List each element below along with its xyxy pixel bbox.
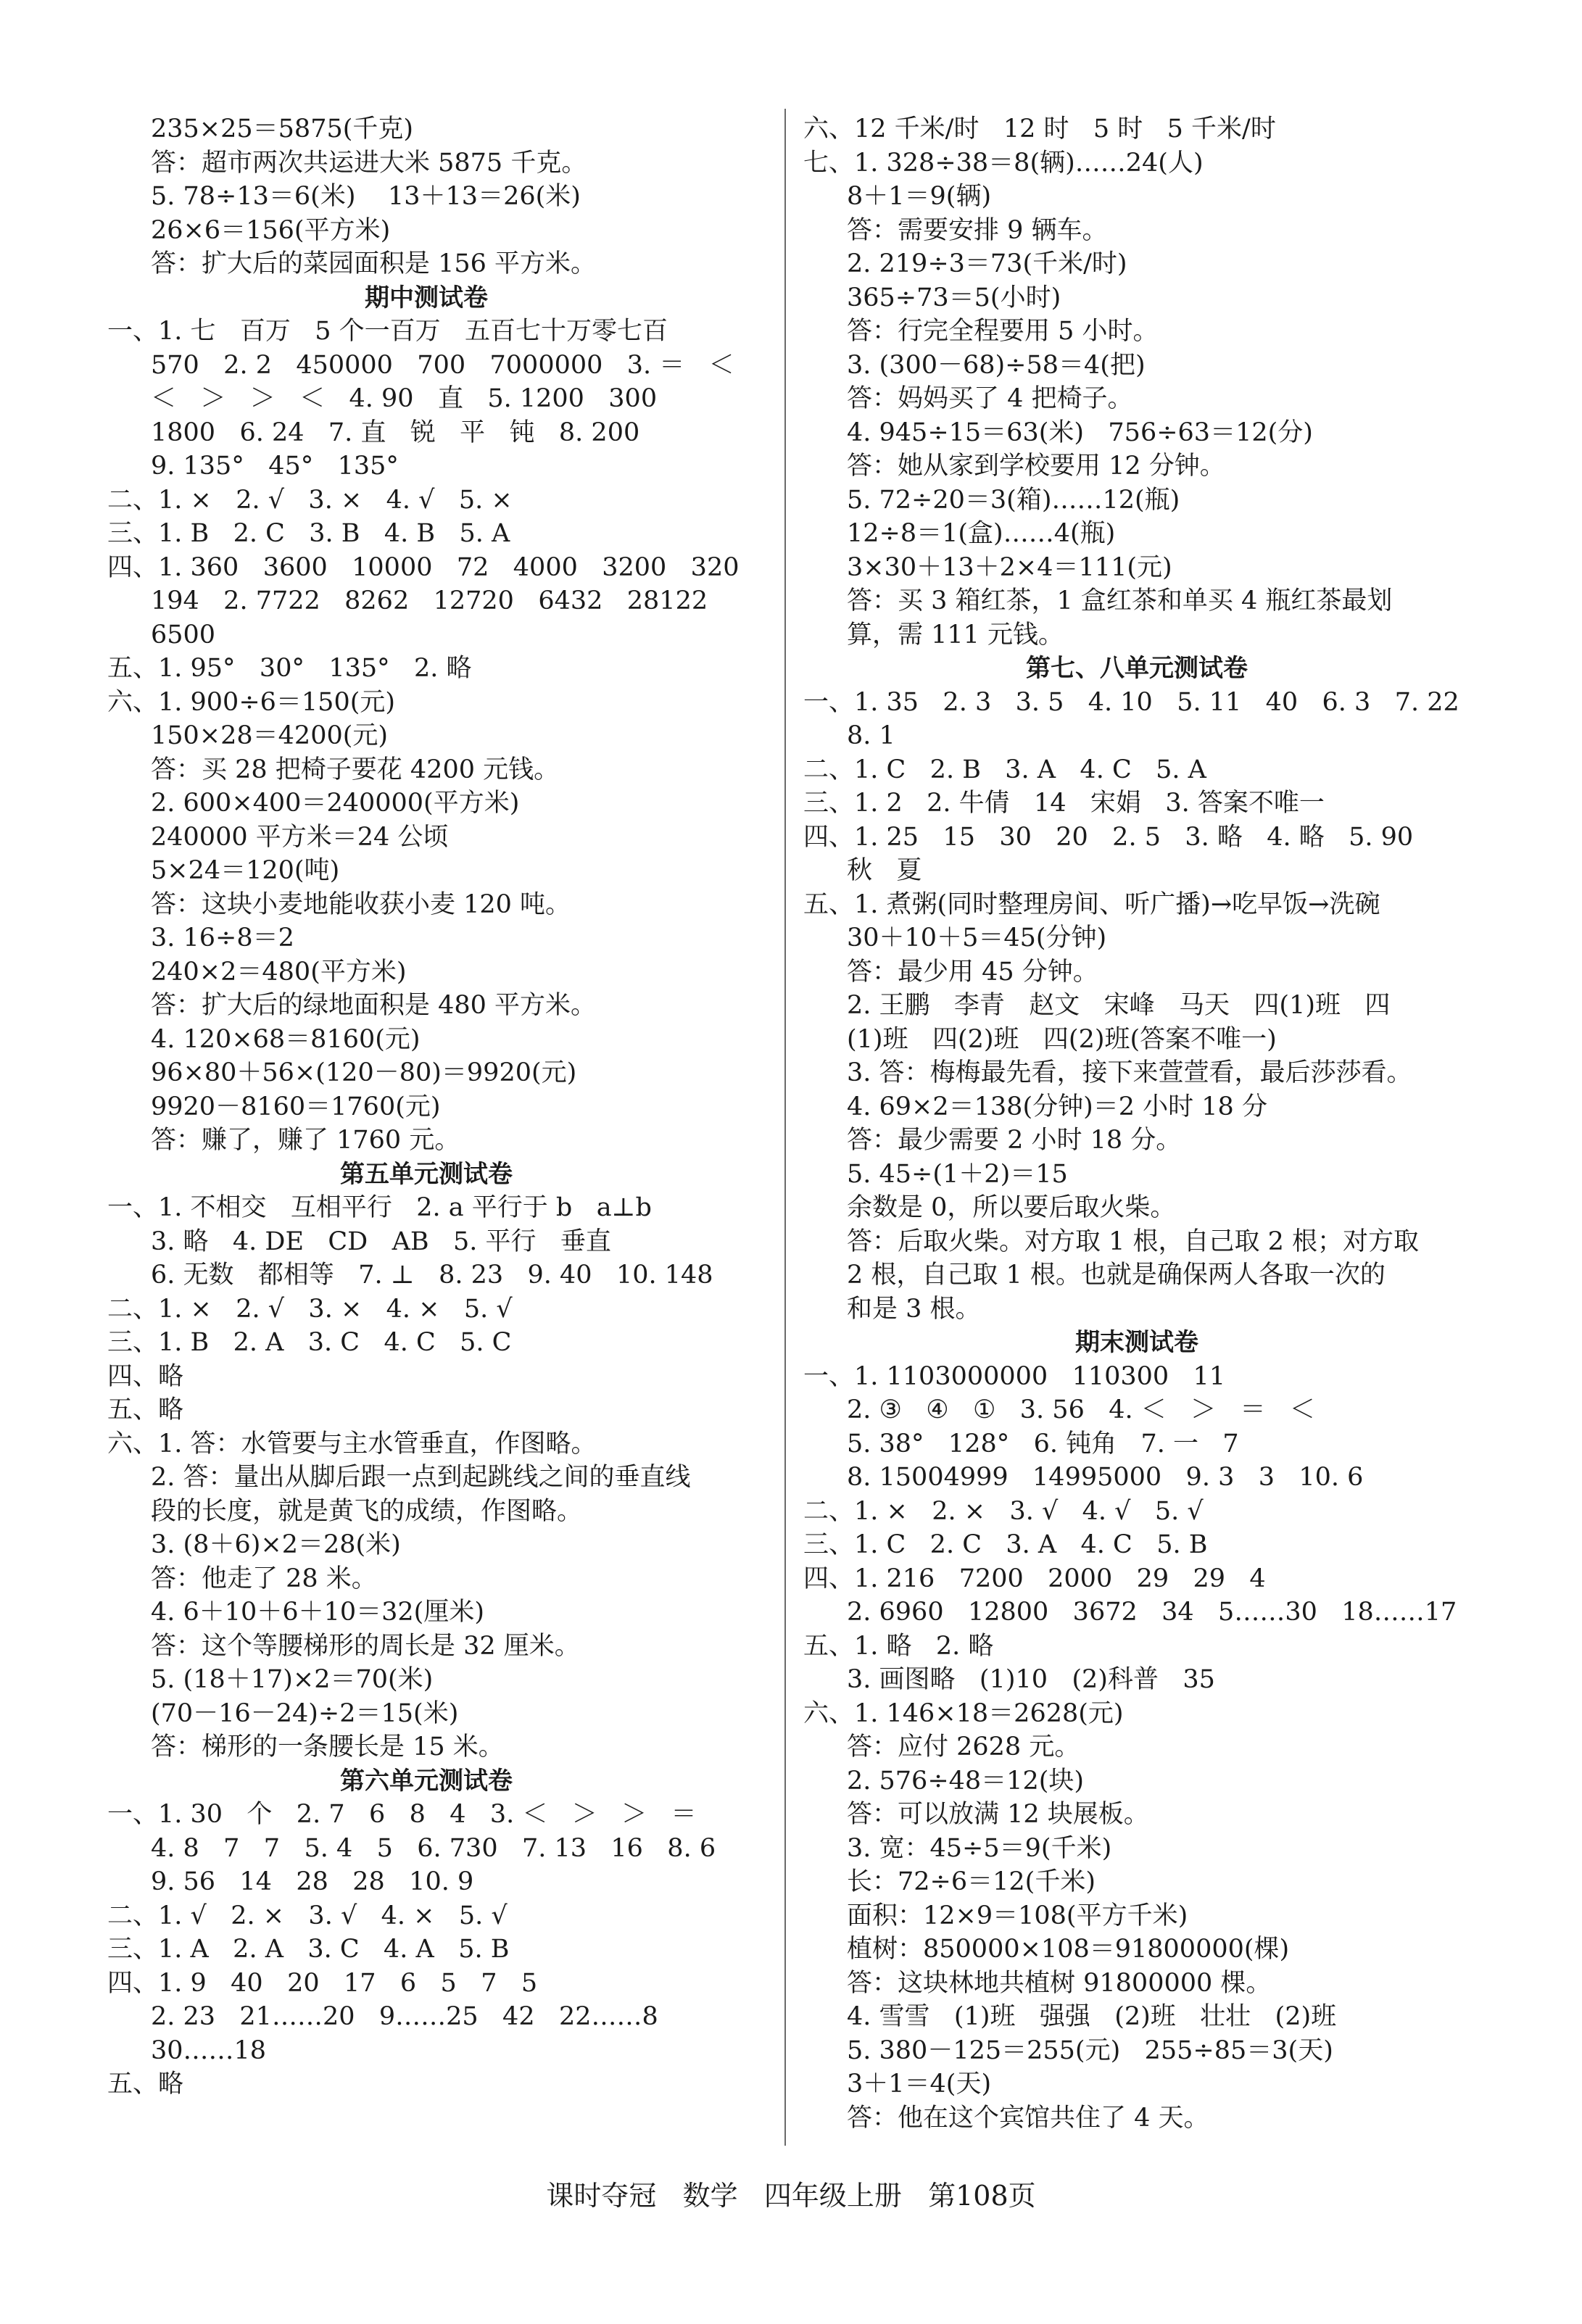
answer-line: 2. 219÷3＝73(千米/时): [847, 249, 1127, 278]
answer-line: 五、略: [107, 2070, 184, 2099]
answer-line: 六、1. 900÷6＝150(元): [107, 687, 396, 717]
answer-line: 3. 略 4. DE CD AB 5. 平行 垂直: [151, 1227, 611, 1256]
answer-line: 答：后取火柴。对方取 1 根，自己取 2 根；对方取: [847, 1227, 1420, 1256]
answer-line: 4. 雪雪 (1)班 强强 (2)班 壮壮 (2)班: [847, 2002, 1337, 2031]
answer-line: 答：应付 2628 元。: [847, 1732, 1080, 1761]
answer-line: 五、略: [107, 1395, 184, 1424]
answer-line: 3＋1＝4(天): [847, 2070, 992, 2099]
answer-line: 答：需要安排 9 辆车。: [847, 215, 1108, 245]
answer-line: 3. 答：梅梅最先看，接下来萱萱看，最后莎莎看。: [847, 1058, 1412, 1087]
answer-line: 570 2. 2 450000 700 7000000 3. ＝ ＜: [151, 350, 734, 380]
answer-line: 194 2. 7722 8262 12720 6432 28122: [151, 586, 708, 615]
answer-line: 二、1. C 2. B 3. A 4. C 5. A: [803, 755, 1206, 784]
answer-line: 和是 3 根。: [847, 1294, 981, 1324]
answer-line: 答：买 3 箱红茶，1 盒红茶和单买 4 瓶红茶最划: [847, 586, 1393, 615]
answer-line: 四、1. 216 7200 2000 29 29 4: [803, 1564, 1266, 1593]
answer-line: 9. 56 14 28 28 10. 9: [151, 1867, 474, 1896]
answer-line: 植树：850000×108＝91800000(棵): [847, 1935, 1290, 1964]
page-footer: 课时夺冠 数学 四年级上册 第108页: [546, 2180, 1036, 2212]
answer-line: (1)班 四(2)班 四(2)班(答案不唯一): [847, 1024, 1277, 1054]
answer-line: 长：72÷6＝12(千米): [847, 1867, 1096, 1896]
answer-line: 答：梯形的一条腰长是 15 米。: [151, 1732, 504, 1761]
answer-line: 3. 画图略 (1)10 (2)科普 35: [847, 1665, 1215, 1694]
section-heading: 第六单元测试卷: [340, 1766, 513, 1796]
answer-line: 4. 120×68＝8160(元): [151, 1024, 421, 1054]
answer-line: 答：这块小麦地能收获小麦 120 吨。: [151, 889, 571, 919]
section-heading: 期末测试卷: [1075, 1328, 1198, 1357]
answer-line: 答：可以放满 12 块展板。: [847, 1800, 1149, 1829]
answer-line: 5×24＝120(吨): [151, 856, 340, 885]
answer-line: 答：她从家到学校要用 12 分钟。: [847, 452, 1225, 481]
answer-line: 四、1. 360 3600 10000 72 4000 3200 320: [107, 552, 740, 582]
answer-line: 六、1. 答：水管要与主水管垂直，作图略。: [107, 1429, 597, 1458]
answer-line: 二、1. × 2. √ 3. × 4. × 5. √: [107, 1294, 513, 1324]
answer-line: 240000 平方米＝24 公顷: [151, 822, 449, 852]
answer-line: 3. 宽：45÷5＝9(千米): [847, 1833, 1112, 1863]
answer-line: 240×2＝480(平方米): [151, 957, 407, 987]
answer-line: 答：行完全程要用 5 小时。: [847, 317, 1159, 346]
answer-line: 26×6＝156(平方米): [151, 215, 391, 245]
answer-line: 2 根，自己取 1 根。也就是确保两人各取一次的: [847, 1261, 1386, 1290]
left-column: [107, 112, 745, 2101]
answer-line: 4. 8 7 7 5. 4 5 6. 730 7. 13 16 8. 6: [151, 1833, 716, 1863]
answer-line: 2. 600×400＝240000(平方米): [151, 789, 520, 818]
answer-line: 答：赚了，赚了 1760 元。: [151, 1126, 460, 1155]
answer-line: 四、略: [107, 1361, 184, 1391]
answer-line: 一、1. 1103000000 110300 11: [803, 1361, 1226, 1391]
answer-line: 答：买 28 把椅子要花 4200 元钱。: [151, 755, 560, 784]
answer-line: 三、1. A 2. A 3. C 4. A 5. B: [107, 1935, 510, 1964]
answer-line: 30＋10＋5＝45(分钟): [847, 924, 1107, 953]
answer-line: 二、1. √ 2. × 3. √ 4. × 5. √: [107, 1901, 508, 1930]
answer-line: 4. 69×2＝138(分钟)＝2 小时 18 分: [847, 1092, 1267, 1121]
answer-line: 2. 6960 12800 3672 34 5……30 18……17: [847, 1598, 1457, 1627]
answer-line: 3. (300－68)÷58＝4(把): [847, 350, 1146, 380]
answer-line: 答：扩大后的菜园面积是 156 平方米。: [151, 249, 597, 278]
answer-line: 秋 夏: [847, 856, 922, 885]
answer-line: 答：最少需要 2 小时 18 分。: [847, 1126, 1182, 1155]
answer-line: 235×25＝5875(千克): [151, 115, 414, 144]
answer-line: 2. 23 21……20 9……25 42 22……8: [151, 2002, 658, 2031]
answer-line: 5. 78÷13＝6(米) 13＋13＝26(米): [151, 182, 581, 211]
answer-line: 一、1. 七 百万 5 个一百万 五百七十万零七百: [107, 317, 668, 346]
answer-line: 答：妈妈买了 4 把椅子。: [847, 384, 1133, 413]
answer-line: 六、1. 146×18＝2628(元): [803, 1698, 1124, 1728]
answer-line: 答：这个等腰梯形的周长是 32 厘米。: [151, 1631, 580, 1661]
answer-line: 三、1. C 2. C 3. A 4. C 5. B: [803, 1530, 1208, 1559]
answer-line: 面积：12×9＝108(平方千米): [847, 1901, 1188, 1930]
answer-line: 余数是 0，所以要后取火柴。: [847, 1193, 1176, 1222]
answer-line: 3. 16÷8＝2: [151, 924, 294, 953]
answer-line: 1800 6. 24 7. 直 锐 平 钝 8. 200: [151, 418, 640, 447]
answer-line: 2. 王鹏 李青 赵文 宋峰 马天 四(1)班 四: [847, 991, 1391, 1020]
answer-line: 6. 无数 都相等 7. ⊥ 8. 23 9. 40 10. 148: [151, 1261, 713, 1290]
answer-line: 五、1. 95° 30° 135° 2. 略: [107, 654, 472, 683]
answer-line: 三、1. B 2. C 3. B 4. B 5. A: [107, 519, 510, 548]
answer-line: 五、1. 略 2. 略: [803, 1631, 994, 1661]
answer-line: 算，需 111 元钱。: [847, 620, 1064, 650]
answer-line: 5. 72÷20＝3(箱)……12(瓶): [847, 485, 1180, 515]
answer-line: 四、1. 25 15 30 20 2. 5 3. 略 4. 略 5. 90: [803, 822, 1414, 852]
answer-line: ＜ ＞ ＞ ＜ 4. 90 直 5. 1200 300: [151, 384, 658, 413]
section-heading: 第七、八单元测试卷: [1026, 654, 1248, 683]
answer-line: 96×80＋56×(120－80)＝9920(元): [151, 1058, 577, 1087]
answer-line: 一、1. 不相交 互相平行 2. a 平行于 b a⊥b: [107, 1193, 652, 1222]
answer-line: 三、1. B 2. A 3. C 4. C 5. C: [107, 1328, 512, 1357]
answer-line: 30……18: [151, 2035, 267, 2065]
answer-line: 365÷73＝5(小时): [847, 283, 1061, 312]
answer-line: 3×30＋13＋2×4＝111(元): [847, 552, 1172, 582]
answer-line: 5. (18＋17)×2＝70(米): [151, 1665, 434, 1694]
answer-line: 六、12 千米/时 12 时 5 时 5 千米/时: [803, 115, 1276, 144]
answer-line: 答：这块林地共植树 91800000 棵。: [847, 1968, 1272, 1998]
answer-line: 一、1. 35 2. 3 3. 5 4. 10 5. 11 40 6. 3 7. 22: [803, 687, 1459, 717]
answer-line: 12÷8＝1(盒)……4(瓶): [847, 519, 1116, 548]
answer-line: 8＋1＝9(辆): [847, 182, 992, 211]
answer-line: 三、1. 2 2. 牛倩 14 宋娟 3. 答案不唯一: [803, 789, 1325, 818]
answer-line: 答：超市两次共运进大米 5875 千克。: [151, 148, 587, 178]
answer-line: 5. 45÷(1＋2)＝15: [847, 1159, 1068, 1189]
answer-line: 8. 15004999 14995000 9. 3 3 10. 6: [847, 1463, 1364, 1492]
column-divider: [784, 109, 786, 2146]
answer-line: 5. 38° 128° 6. 钝角 7. 一 7: [847, 1429, 1239, 1458]
answer-line: 150×28＝4200(元): [151, 721, 389, 750]
answer-line: 2. 576÷48＝12(块): [847, 1766, 1085, 1796]
section-heading: 第五单元测试卷: [340, 1159, 513, 1189]
answer-line: 2. 答：量出从脚后跟一点到起跳线之间的垂直线: [151, 1463, 691, 1492]
answer-line: 五、1. 煮粥(同时整理房间、听广播)→吃早饭→洗碗: [803, 889, 1380, 919]
answer-line: 四、1. 9 40 20 17 6 5 7 5: [107, 1968, 538, 1998]
section-heading: 期中测试卷: [365, 283, 488, 312]
answer-line: 2. ③ ④ ① 3. 56 4. ＜ ＞ ＝ ＜: [847, 1395, 1315, 1424]
answer-line: 二、1. × 2. × 3. √ 4. √ 5. √: [803, 1496, 1204, 1526]
answer-line: 答：扩大后的绿地面积是 480 平方米。: [151, 991, 597, 1020]
answer-line: 一、1. 30 个 2. 7 6 8 4 3. ＜ ＞ ＞ ＝: [107, 1800, 697, 1829]
answer-line: (70－16－24)÷2＝15(米): [151, 1698, 459, 1728]
answer-line: 4. 945÷15＝63(米) 756÷63＝12(分): [847, 418, 1313, 447]
answer-line: 二、1. × 2. √ 3. × 4. √ 5. ×: [107, 485, 513, 515]
answer-line: 9920－8160＝1760(元): [151, 1092, 441, 1121]
answer-line: 9. 135° 45° 135°: [151, 452, 399, 481]
answer-line: 5. 380－125＝255(元) 255÷85＝3(天): [847, 2035, 1333, 2065]
right-column: [803, 112, 1470, 2135]
answer-line: 答：他在这个宾馆共住了 4 天。: [847, 2103, 1209, 2133]
answer-line: 4. 6＋10＋6＋10＝32(厘米): [151, 1598, 484, 1627]
answer-line: 6500: [151, 620, 216, 650]
answer-line: 3. (8＋6)×2＝28(米): [151, 1530, 401, 1559]
answer-line: 答：最少用 45 分钟。: [847, 957, 1098, 987]
answer-line: 七、1. 328÷38＝8(辆)……24(人): [803, 148, 1204, 178]
answer-line: 段的长度，就是黄飞的成绩，作图略。: [151, 1496, 583, 1526]
answer-line: 答：他走了 28 米。: [151, 1564, 377, 1593]
answer-line: 8. 1: [847, 721, 895, 750]
